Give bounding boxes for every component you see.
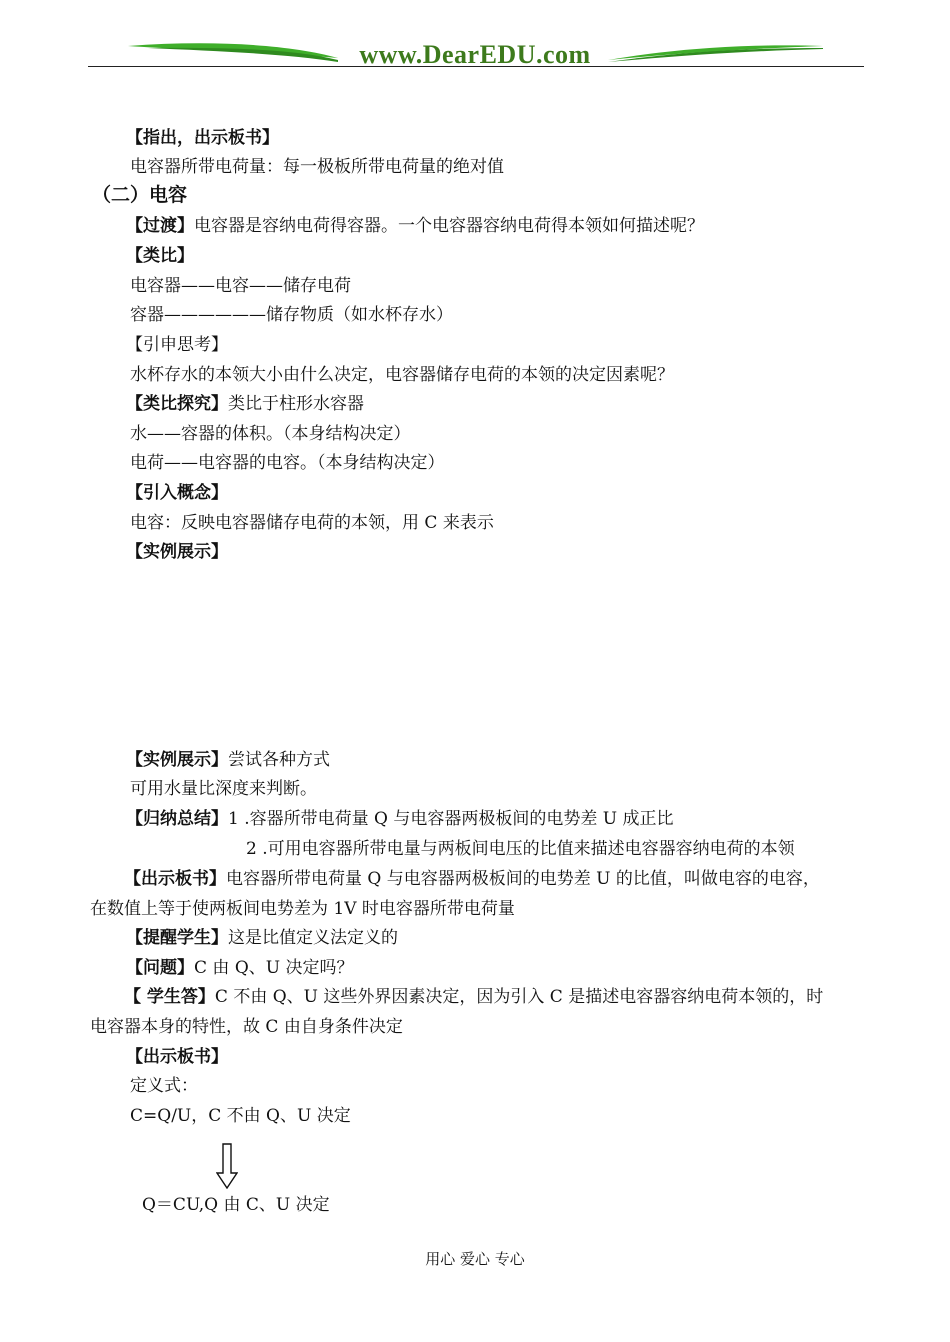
text-line: 【出示板书】电容器所带电荷量 Q 与电容器两极板间的电势差 U 的比值，叫做电容的电容， [124, 869, 820, 889]
text-line: 2 .可用电容器所带电量与两板间电压的比值来描述电容器容纳电荷的本领 [246, 839, 795, 859]
text-line: 【归纳总结】1 .容器所带电荷量 Q 与电容器两极板间的电势差 U 成正比 [126, 809, 674, 829]
text-line: 【实例展示】尝试各种方式 [126, 750, 330, 770]
text-line: 【引入概念】 [126, 483, 228, 503]
text-line: 【指出，出示板书】 [126, 128, 279, 148]
text-line: 【出示板书】 [126, 1047, 228, 1067]
text-line: 【类比】 [126, 246, 194, 266]
left-swoosh-tail [148, 48, 338, 62]
down-arrow-icon [216, 1143, 238, 1189]
section-heading: （二）电容 [92, 184, 188, 206]
text-line: 【引申思考】 [126, 335, 228, 355]
site-logo: www.DearEDU.com [359, 40, 591, 69]
text-line: 电容器——电容——储存电荷 [130, 276, 351, 296]
text-line: 【过渡】电容器是容纳电荷得容器。一个电容器容纳电荷得本领如何描述呢？ [126, 216, 704, 236]
text-line: 【 学生答】C 不由 Q、U 这些外界因素决定，因为引入 C 是描述电容器容纳电荷本领的，时 [124, 987, 824, 1007]
text-line: 容器——————储存物质（如水杯存水） [130, 305, 453, 325]
text-line: 【问题】C 由 Q、U 决定吗？ [126, 958, 354, 978]
text-line: 【实例展示】 [126, 542, 228, 562]
text-line: 可用水量比深度来判断。 [130, 779, 317, 799]
page-footer: 用心 爱心 专心 [425, 1250, 525, 1268]
text-line: 【提醒学生】这是比值定义法定义的 [126, 928, 398, 948]
formula-line: Q＝CU,Q 由 C、U 决定 [142, 1195, 330, 1215]
text-line: 水——容器的体积。（本身结构决定） [130, 424, 411, 444]
text-line: 水杯存水的本领大小由什么决定，电容器储存电荷的本领的决定因素呢？ [130, 365, 674, 385]
text-line: 电容：反映电容器储存电荷的本领，用 C 来表示 [130, 513, 494, 533]
text-line: 在数值上等于使两板间电势差为 1V 时电容器所带电荷量 [90, 899, 515, 919]
text-line: 电荷——电容器的电容。（本身结构决定） [130, 453, 445, 473]
formula-line: C=Q/U，C 不由 Q、U 决定 [130, 1106, 351, 1126]
text-line: 电容器所带电荷量：每一极板所带电荷量的绝对值 [130, 157, 504, 177]
text-line: 定义式： [130, 1076, 198, 1096]
text-line: 【类比探究】类比于柱形水容器 [126, 394, 364, 414]
header-rule [88, 66, 864, 67]
text-line: 电容器本身的特性，故 C 由自身条件决定 [90, 1017, 403, 1037]
